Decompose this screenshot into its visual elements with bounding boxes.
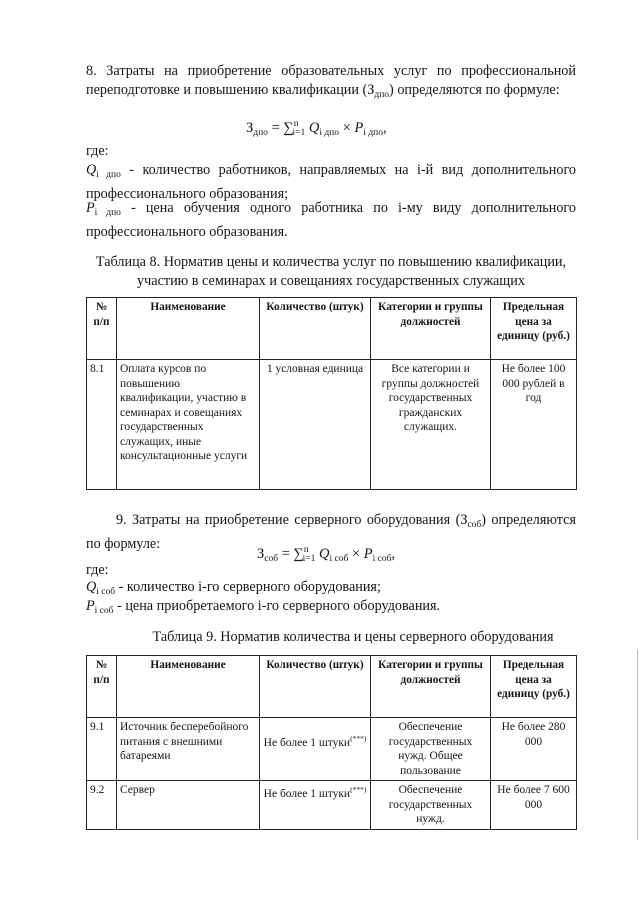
table-9-row-1-qty (260, 718, 371, 781)
formula-9-p: P (363, 546, 373, 562)
formula-9-p-sub: i соб (372, 554, 392, 564)
def-q9-sub: i соб (96, 587, 116, 597)
formula-9-q: Q (318, 546, 330, 562)
table-row (87, 781, 577, 830)
def-p-symbol: P (86, 200, 95, 216)
table-9-row-1-name: Источник бесперебойного питания с внешними батареями (117, 718, 260, 781)
def-q-symbol: Q (86, 162, 97, 178)
table-8-header-num: № п/п (87, 298, 117, 360)
table-9-row-2-category: Обеспечение государственных нужд. (371, 781, 491, 830)
table-8 (86, 297, 577, 490)
section-8-where: где: (86, 143, 109, 159)
table-row (87, 360, 577, 490)
section-8-text-end: ) определяются по формуле: (389, 82, 560, 98)
formula-9-q-sub: i соб (329, 554, 349, 564)
formula-9-sum-sup: n (303, 545, 309, 555)
table-9 (86, 655, 577, 830)
table-9-row-2-qty (260, 781, 371, 830)
def-q9-symbol: Q (86, 579, 97, 595)
formula-8-q-sub: i дпо (319, 128, 340, 138)
def-q-text: - количество работников, направляемых на i-й вид дополнительного профессионального образования; (86, 162, 576, 202)
formula-8-sum: ∑ (283, 120, 294, 136)
table-8-row-1-price: Не более 100 000 рублей в год (491, 360, 577, 490)
def-q9-text: - количество i-го серверного оборудования; (115, 579, 381, 595)
scan-edge-line (637, 650, 638, 840)
table-9-row-1-qty-sup: (***) (350, 734, 367, 743)
formula-8-times: × (339, 120, 355, 136)
table-9-row-1-qty-text: Не более 1 штуки (263, 737, 351, 749)
table-8-header-category: Категории и группы должностей (371, 298, 491, 360)
table-9-header-category: Категории и группы должностей (371, 656, 491, 718)
table-9-row-1-price: Не более 280 000 (491, 718, 577, 781)
def-p9-text: - цена приобретаемого i-го серверного оборудования. (113, 598, 441, 614)
def-q-sub: i дпо (96, 170, 121, 180)
section-9-text-end: ) определяются по формуле: (86, 512, 577, 552)
formula-8-q: Q (308, 120, 320, 136)
formula-9-eq: = (278, 546, 294, 562)
table-9-header-price: Предельная цена за единицу (руб.) (491, 656, 577, 718)
table-8-header-row (87, 298, 577, 360)
section-8-def-p (86, 199, 576, 242)
table-9-row-2-num: 9.2 (87, 781, 117, 830)
formula-8-end: , (383, 120, 387, 136)
formula-9-end: , (391, 546, 396, 562)
table-8-caption-1: Таблица 8. Норматив цены и количества услуг по повышению квалификации, (95, 254, 567, 270)
def-p9-symbol: P (86, 598, 95, 614)
section-9-text: 9. Затраты на приобретение серверного оборудования (З (116, 512, 468, 528)
table-9-row-2-price: Не более 7 600 000 (491, 781, 577, 830)
table-9-row-1-num: 9.1 (87, 718, 117, 781)
table-8-row-1-name: Оплата курсов по повышению квалификации, участию в семинарах и совещаниях государственных служащих, иные консультационные услуги (117, 360, 260, 490)
formula-9-sum-sub: i=1 (302, 554, 316, 564)
table-9-row-1-category: Обеспечение государственных нужд. Общее пользование (371, 718, 491, 781)
formula-8-eq: = (267, 120, 284, 136)
table-8-header-price: Предельная цена за единицу (руб.) (491, 298, 577, 360)
table-8-header-name: Наименование (117, 298, 260, 360)
formula-8-sum-sup: n (293, 119, 299, 129)
formula-8-sum-sub: i=1 (292, 128, 306, 138)
section-8-def-q (86, 161, 576, 204)
formula-8-p-sub: i дпо (363, 128, 383, 138)
table-9-caption: Таблица 9. Норматив количества и цены серверного оборудования (152, 629, 554, 645)
section-8-text: 8. Затраты на приобретение образовательных услуг по профессиональной переподготовке и повышению квалификации (З (86, 63, 576, 98)
table-8-row-1-num: 8.1 (87, 360, 117, 490)
formula-8-p: P (354, 120, 364, 136)
table-8-header-qty: Количество (штук) (260, 298, 371, 360)
table-9-header-name: Наименование (117, 656, 260, 718)
formula-8 (246, 119, 387, 138)
section-8-paragraph (86, 62, 576, 105)
formula-8-lhs-sub: дпо (253, 128, 268, 138)
table-8-row-1-qty: 1 условная единица (260, 360, 371, 490)
formula-8-lhs: З (246, 120, 254, 136)
formula-9-lhs-sub: соб (264, 554, 279, 564)
table-9-header-row (87, 656, 577, 718)
table-8-caption-2: участию в семинарах и совещаниях государственных служащих (137, 273, 525, 289)
formula-9-lhs: З (257, 546, 265, 562)
section-9-def-p (86, 597, 576, 621)
def-p-sub: i дпо (94, 208, 121, 218)
table-9-header-num: № п/п (87, 656, 117, 718)
table-row (87, 718, 577, 781)
section-9-where: где: (86, 562, 109, 578)
table-9-header-qty: Количество (штук) (260, 656, 371, 718)
section-8-text-sub: дпо (374, 90, 390, 100)
formula-9-times: × (348, 546, 364, 562)
table-9-row-2-qty-text: Не более 1 штуки (263, 788, 351, 800)
formula-9-sum: ∑ (293, 546, 304, 562)
section-9-text-sub: соб (467, 520, 482, 530)
table-8-row-1-category: Все категории и группы должностей государственных гражданских служащих. (371, 360, 491, 490)
table-9-row-2-qty-sup: (***) (350, 785, 367, 794)
table-9-row-2-name: Сервер (117, 781, 260, 830)
def-p9-sub: i соб (94, 606, 114, 616)
def-p-text: - цена обучения одного работника по i-му виду дополнительного профессионального образования. (86, 200, 576, 240)
